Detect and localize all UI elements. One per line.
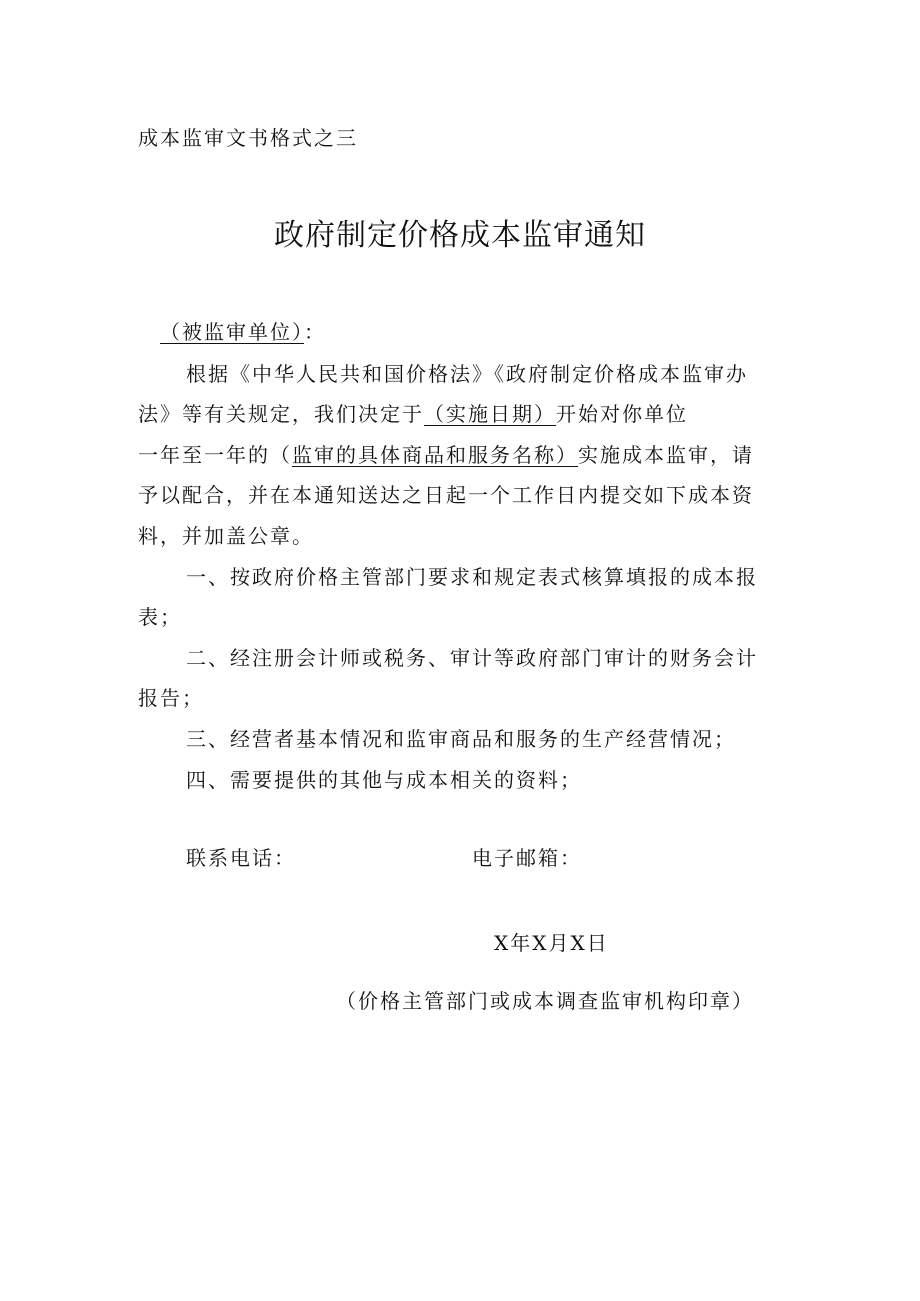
implementation-date-placeholder: （实施日期） [424, 402, 556, 426]
list-item-3: 三、经营者基本情况和监审商品和服务的生产经营情况； [186, 727, 736, 751]
body-line-4: 予以配合，并在本通知送达之日起一个工作日内提交如下成本资 [138, 483, 754, 507]
document-date: X年X月X日 [494, 931, 609, 955]
goods-services-placeholder: 监审的具体商品和服务名称） [292, 443, 578, 467]
addressee-colon: ： [304, 320, 326, 344]
seal-note: （价格主管部门或成本调查监审机构印章） [336, 989, 754, 1013]
body-line-5: 料，并加盖公章。 [138, 524, 314, 548]
list-item-2: 二、经注册会计师或税务、审计等政府部门审计的财务会计 [186, 646, 758, 670]
addressee-placeholder: （被监审单位） [160, 320, 304, 344]
body-line-3: 一年至一年的（监审的具体商品和服务名称）实施成本监审，请 [138, 443, 754, 467]
body-line-1: 根据《中华人民共和国价格法》《政府制定价格成本监审办 [186, 362, 748, 386]
list-item-2-continued: 报告； [138, 686, 204, 710]
contact-phone-label: 联系电话： [186, 846, 296, 870]
document-title: 政府制定价格成本监审通知 [274, 218, 646, 253]
document-format-label: 成本监审文书格式之三 [138, 126, 358, 150]
list-item-4: 四、需要提供的其他与成本相关的资料； [186, 768, 582, 792]
list-item-1: 一、按政府价格主管部门要求和规定表式核算填报的成本报 [186, 565, 758, 589]
body-line-2: 法》等有关规定，我们决定于（实施日期）开始对你单位 [138, 402, 688, 426]
contact-email-label: 电子邮箱： [472, 846, 582, 870]
list-item-1-continued: 表； [138, 605, 182, 629]
addressee-line [160, 318, 326, 346]
